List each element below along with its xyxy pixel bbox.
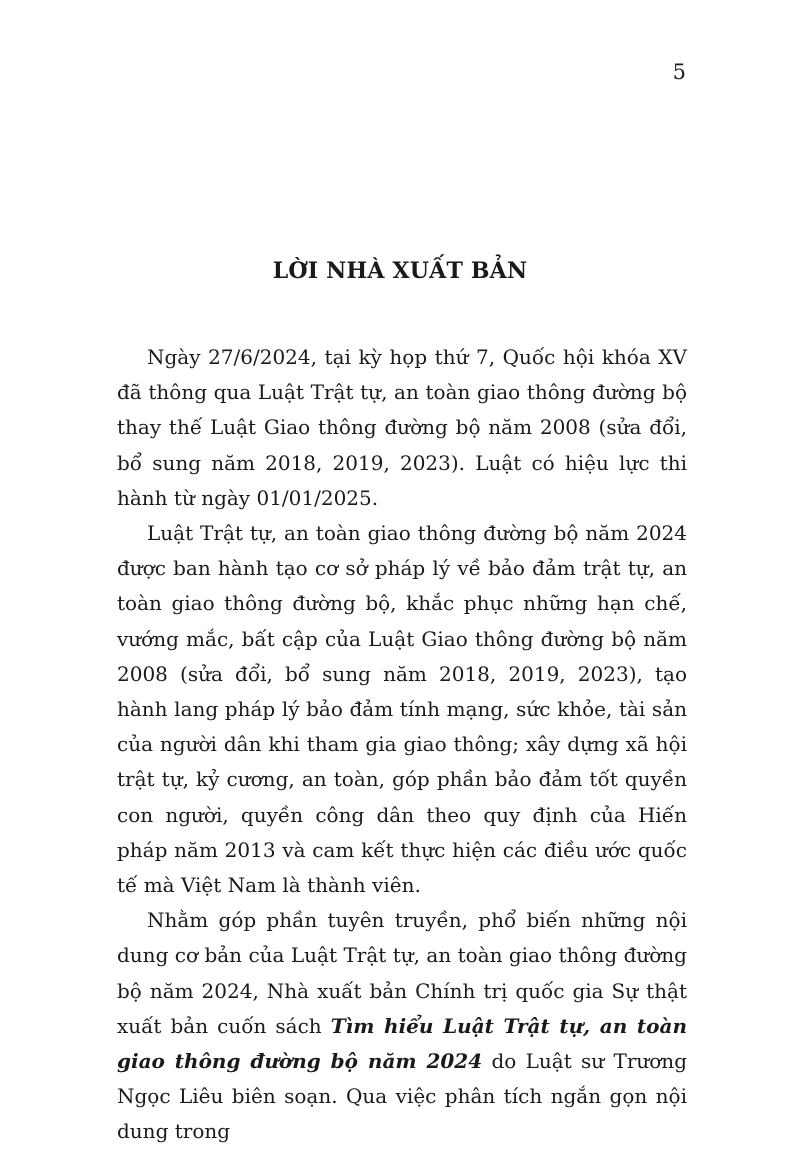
body-text — [117, 340, 687, 1150]
paragraph-3 — [117, 903, 687, 1149]
page-number: 5 — [672, 60, 686, 84]
paragraph-2: Luật Trật tự, an toàn giao thông đường bộ năm 2024 được ban hành tạo cơ sở pháp lý về bảo đảm trật tự, an toàn giao thông đường bộ, khắc phục những hạn chế, vướng mắc, bất cập của Luật Giao thông đường bộ năm 2008 (sửa đổi, bổ sung năm 2018, 2019, 2023), tạo hành lang pháp lý bảo đảm tính mạng, sức khỏe, tài sản của người dân khi tham gia giao thông; xây dựng xã hội trật tự, kỷ cương, an toàn, góp phần bảo đảm tốt quyền con người, quyền công dân theo quy định của Hiến pháp năm 2013 và cam kết thực hiện các điều ước quốc tế mà Việt Nam là thành viên. — [117, 521, 687, 898]
paragraph-1: Ngày 27/6/2024, tại kỳ họp thứ 7, Quốc hội khóa XV đã thông qua Luật Trật tự, an toàn giao thông đường bộ thay thế Luật Giao thông đường bộ năm 2008 (sửa đổi, bổ sung năm 2018, 2019, 2023). Luật có hiệu lực thi hành từ ngày 01/01/2025. — [117, 345, 687, 510]
page-title: LỜI NHÀ XUẤT BẢN — [272, 258, 528, 284]
paragraph-3-intro: Nhằm góp phần tuyên truyền, phổ biến những nội dung cơ bản của Luật Trật tự, an toàn giao thông đường bộ năm 2024, Nhà xuất bản Chính trị quốc gia Sự thật xuất bản cuốn sách — [117, 908, 687, 1038]
book-title: Tìm hiểu Luật Trật tự, an toàn giao thông đường bộ năm 2024 — [117, 1013, 687, 1074]
paragraph-3-continuation: do Luật sư Trương Ngọc Liêu biên soạn. Qua việc phân tích ngắn gọn nội dung trong — [117, 1049, 687, 1144]
